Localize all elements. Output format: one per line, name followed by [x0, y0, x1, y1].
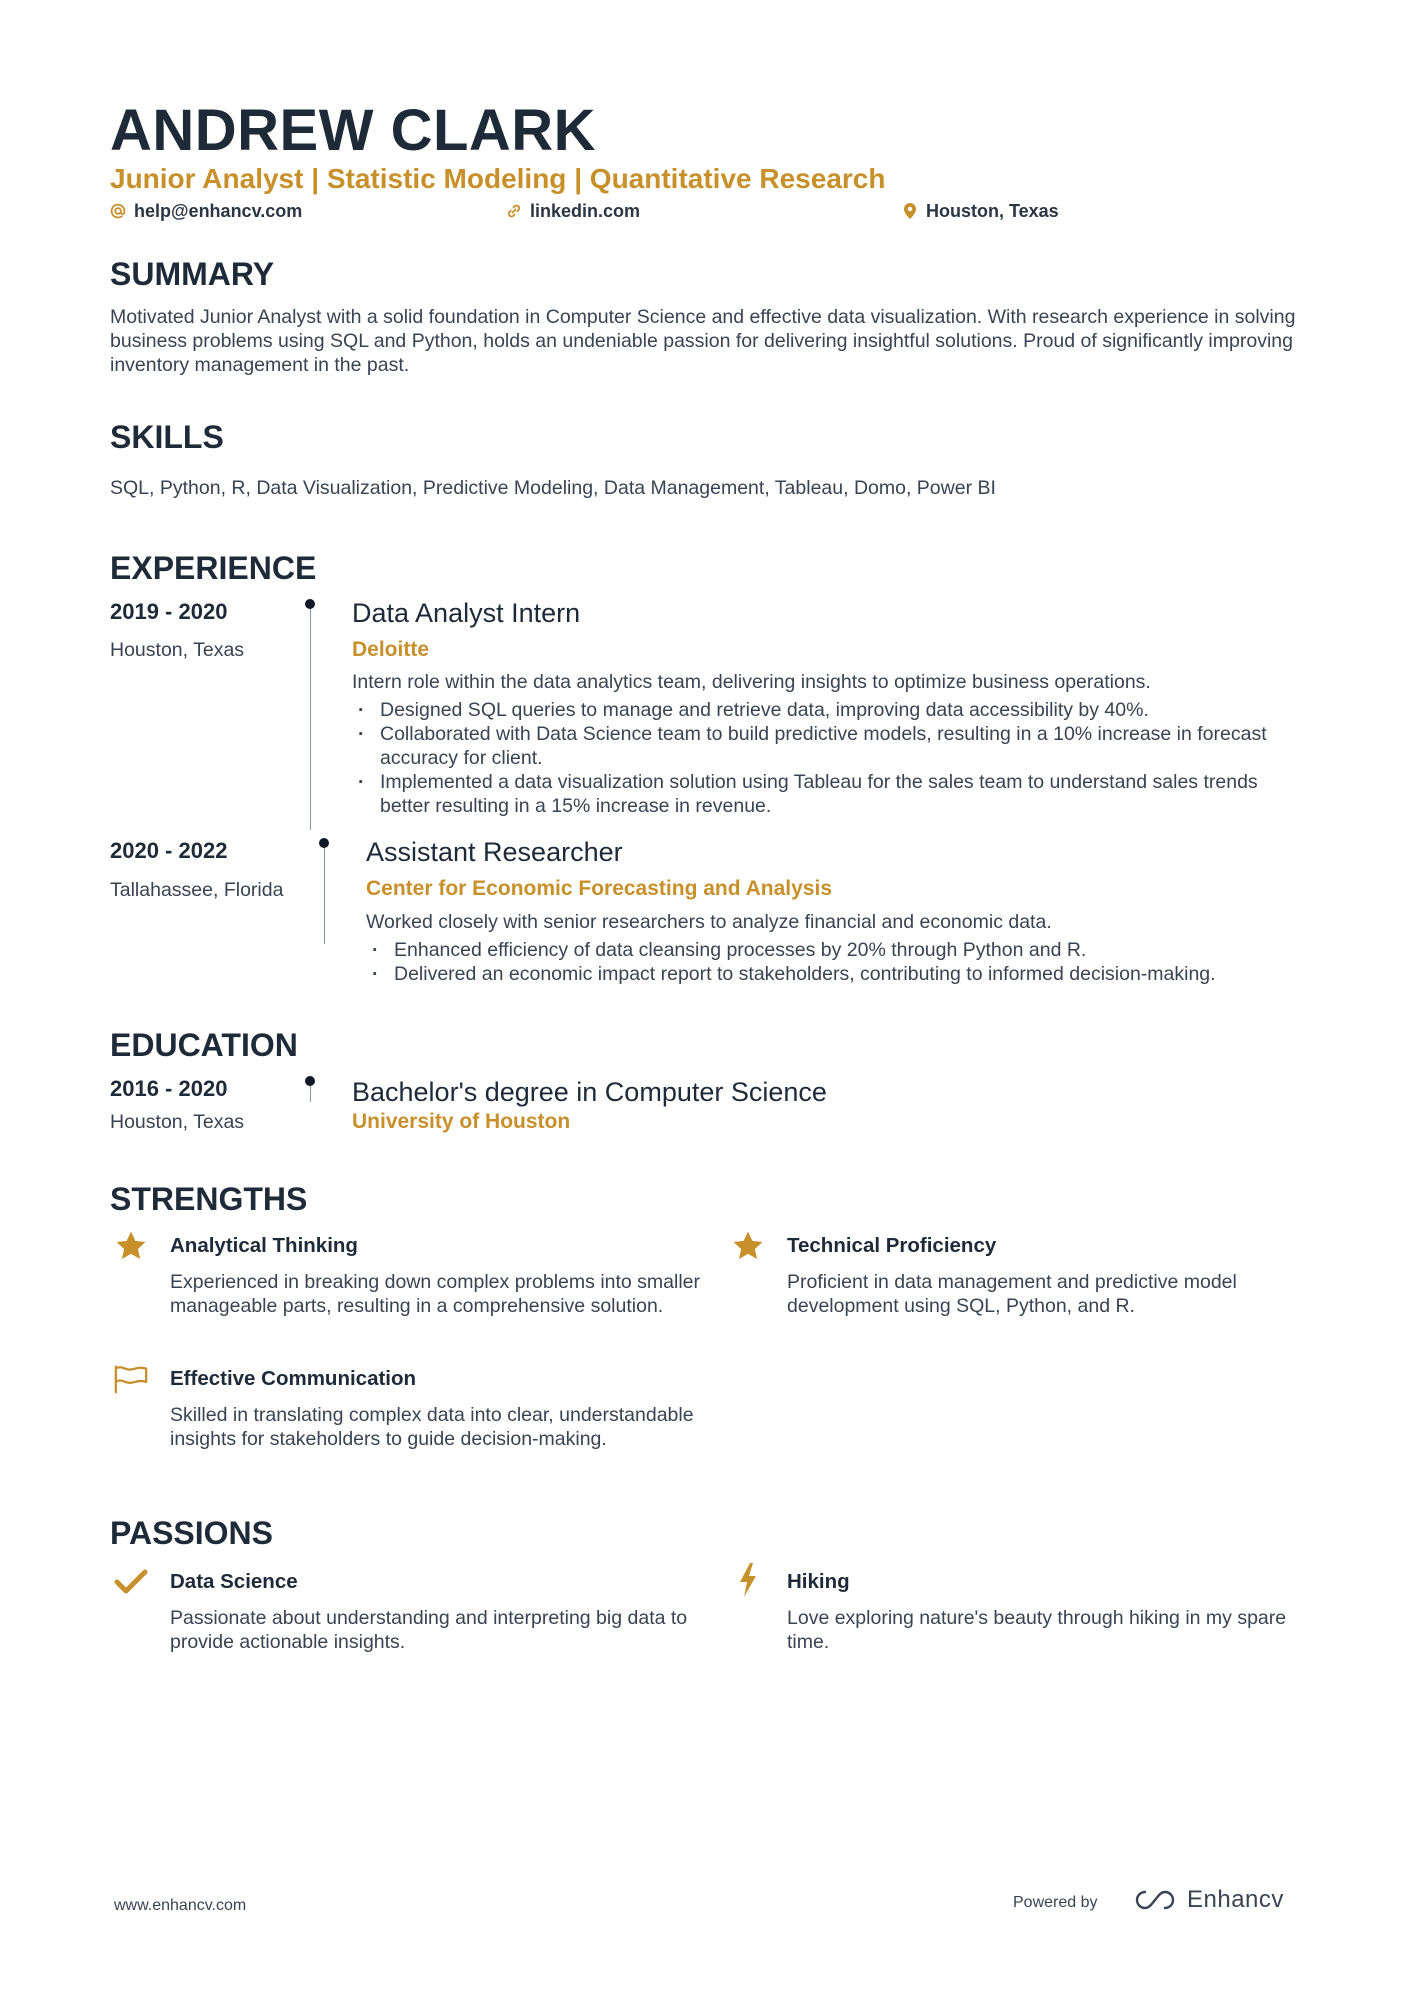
- education-school: University of Houston: [352, 1110, 571, 1133]
- skills-text: SQL, Python, R, Data Visualization, Predictive Modeling, Data Management, Tableau, Domo, Power BI: [110, 477, 996, 499]
- education-degree: Bachelor's degree in Computer Science: [352, 1077, 827, 1107]
- passions-heading: PASSIONS: [110, 1515, 273, 1551]
- contact-location: [902, 200, 1059, 222]
- strength-title: Effective Communication: [170, 1367, 417, 1390]
- candidate-name: ANDREW CLARK: [110, 98, 597, 163]
- passion-text: Love exploring nature's beauty through hiking in my spare time.: [787, 1607, 1287, 1653]
- enhancv-logo[interactable]: [1133, 1886, 1284, 1914]
- education-heading: EDUCATION: [110, 1027, 298, 1063]
- experience-bullet: · Implemented a data visualization solution using Tableau for the sales team to understand sales trends better resulting in a 15% increase in revenue.: [352, 770, 1302, 818]
- experience-bullets: [366, 938, 1306, 986]
- contact-email[interactable]: [110, 200, 302, 222]
- experience-company: Center for Economic Forecasting and Analysis: [366, 877, 832, 900]
- experience-location: Houston, Texas: [110, 639, 245, 661]
- checkmark-icon: [113, 1564, 149, 1600]
- experience-dates: 2020 - 2022: [110, 838, 228, 863]
- passion-title: Hiking: [787, 1570, 850, 1593]
- timeline-dot: [319, 838, 329, 848]
- footer-url[interactable]: www.enhancv.com: [114, 1897, 247, 1914]
- strength-text: Skilled in translating complex data into clear, understandable insights for stakeholders to guide decision-making.: [170, 1404, 694, 1450]
- enhancv-logo-text: Enhancv: [1187, 1886, 1284, 1913]
- passion-text: Passionate about understanding and interpreting big data to provide actionable insights.: [170, 1607, 688, 1653]
- strengths-heading: STRENGTHS: [110, 1181, 308, 1217]
- enhancv-logo-icon: [1133, 1888, 1179, 1912]
- star-icon: [113, 1228, 149, 1264]
- at-icon: [110, 202, 126, 220]
- flag-icon: [113, 1361, 149, 1397]
- experience-role: Assistant Researcher: [366, 837, 623, 867]
- experience-bullets: [352, 698, 1302, 818]
- strength-text: Experienced in breaking down complex problems into smaller manageable parts, resulting in a comprehensive solution.: [170, 1271, 701, 1317]
- summary-heading: SUMMARY: [110, 256, 275, 292]
- experience-heading: EXPERIENCE: [110, 550, 317, 586]
- experience-role: Data Analyst Intern: [352, 598, 581, 628]
- experience-description: Intern role within the data analytics team, delivering insights to optimize business operations.: [352, 671, 1151, 693]
- contact-email-text: help@enhancv.com: [134, 201, 303, 221]
- timeline-line: [310, 605, 311, 830]
- experience-company: Deloitte: [352, 638, 430, 661]
- contact-linkedin-text: linkedin.com: [530, 201, 641, 221]
- strength-title: Analytical Thinking: [170, 1234, 358, 1257]
- passion-title: Data Science: [170, 1570, 298, 1593]
- footer-powered-by: Powered by: [1013, 1894, 1098, 1911]
- location-pin-icon: [902, 202, 918, 220]
- experience-bullet: · Designed SQL queries to manage and retrieve data, improving data accessibility by 40%.: [352, 698, 1302, 722]
- summary-text: Motivated Junior Analyst with a solid foundation in Computer Science and effective data visualization. With research experience in solving business problems using SQL and Python, holds an undeniable passion for delivering insightful solutions. Proud of significantly improving inventory management in the past.: [110, 306, 1296, 376]
- experience-location: Tallahassee, Florida: [110, 879, 284, 901]
- experience-bullet: · Enhanced efficiency of data cleansing processes by 20% through Python and R.: [366, 938, 1306, 962]
- lightning-bolt-icon: [730, 1562, 766, 1598]
- education-dates: 2016 - 2020: [110, 1076, 228, 1101]
- star-icon: [730, 1228, 766, 1264]
- strength-title: Technical Proficiency: [787, 1234, 997, 1257]
- timeline-dot: [305, 1076, 315, 1086]
- experience-dates: 2019 - 2020: [110, 599, 228, 624]
- experience-bullet: · Collaborated with Data Science team to build predictive models, resulting in a 10% increase in forecast accuracy for client.: [352, 722, 1302, 770]
- education-location: Houston, Texas: [110, 1111, 245, 1133]
- experience-description: Worked closely with senior researchers to analyze financial and economic data.: [366, 911, 1052, 933]
- experience-bullet: · Delivered an economic impact report to stakeholders, contributing to informed decision-making.: [366, 962, 1306, 986]
- timeline-line: [324, 844, 325, 944]
- contact-location-text: Houston, Texas: [926, 201, 1059, 221]
- timeline-dot: [305, 599, 315, 609]
- strength-text: Proficient in data management and predictive model development using SQL, Python, and R.: [787, 1271, 1237, 1317]
- link-icon: [506, 202, 522, 220]
- candidate-tagline: Junior Analyst | Statistic Modeling | Quantitative Research: [110, 163, 886, 194]
- skills-heading: SKILLS: [110, 419, 224, 455]
- contact-linkedin[interactable]: [506, 200, 640, 222]
